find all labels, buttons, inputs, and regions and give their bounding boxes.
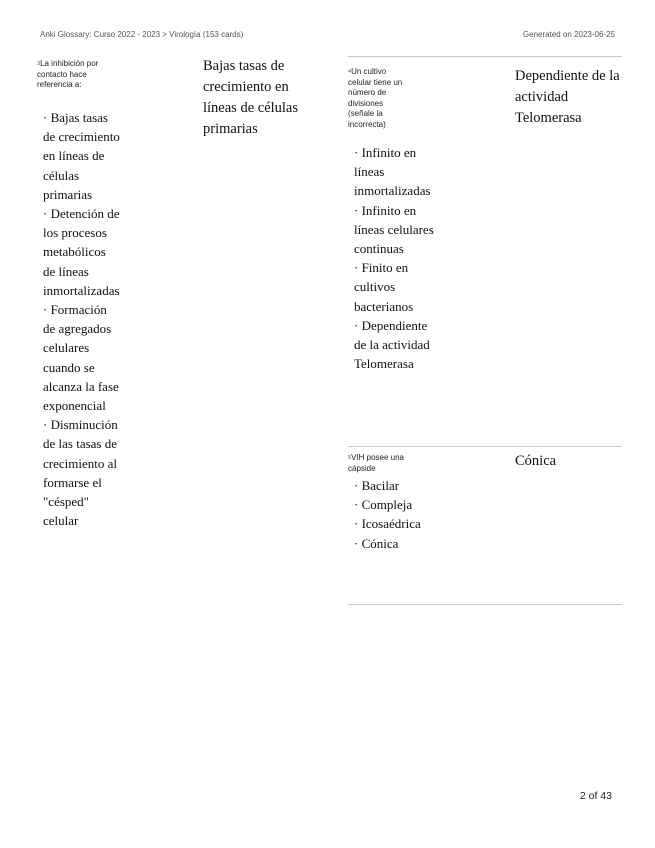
card-5-option-3: · Icosaédrica (354, 516, 421, 532)
card-5-option-2: · Compleja (354, 497, 413, 513)
card-3-option-1: · Bajas tasas de crecimiento en líneas de células primarias (43, 110, 120, 202)
card-3-option-2: · Detención de los procesos metabólicos de líneas inmortalizadas (43, 206, 120, 298)
card-4-option-2: · Infinito en líneas celulares continuas (354, 202, 434, 257)
card-4-number: 4 (348, 69, 352, 75)
header-generated-date: Generated on 2023-06-25 (522, 30, 615, 39)
card-5-option-4: · Cónica (354, 535, 399, 551)
header-deck-title: Anki Glossary: Curso 2022 - 2023 > Virología (153 cards) (40, 30, 244, 39)
card-3-answer: Bajas tasas de crecimiento en líneas de células primarias (203, 58, 299, 137)
card-4-option-3: · Finito en cultivos bacterianos (354, 260, 414, 314)
card-3-options (43, 108, 121, 530)
card-4-option-1: · Infinito en líneas inmortalizadas (354, 145, 431, 199)
page-number: 2 of 43 (579, 790, 612, 802)
card-4-options (354, 143, 436, 373)
card-3-number: 3 (37, 61, 41, 67)
card-3-question-text: La inhibición por contacto hace referencia a: (37, 59, 99, 89)
card-3-option-3: · Formación de agregados celulares cuando se alcanza la fase exponencial (43, 302, 119, 414)
card-4-question-text: Un cultivo celular tiene un número de divisiones (señale la incorrecta) (348, 67, 403, 129)
card-5-answer: Cónica (515, 453, 557, 469)
card-4-question (348, 67, 410, 130)
card-5-option-1: · Bacilar (354, 478, 400, 493)
card-4-option-4: · Dependiente de la actividad Telomerasa (354, 317, 430, 372)
card-3-question (37, 59, 99, 91)
card-5-question-text: VIH posee una cápside (348, 453, 404, 473)
card-divider-middle (348, 446, 622, 447)
card-5-options (354, 476, 422, 553)
card-4-answer: Dependiente de la actividad Telomerasa (515, 68, 620, 126)
card-5-question (348, 453, 410, 474)
card-divider-bottom (348, 604, 622, 605)
card-3-option-4: · Disminución de las tasas de crecimiento al formarse el "césped" celular (43, 417, 118, 529)
card-divider-top (348, 56, 622, 57)
card-5-number: 5 (348, 455, 352, 461)
